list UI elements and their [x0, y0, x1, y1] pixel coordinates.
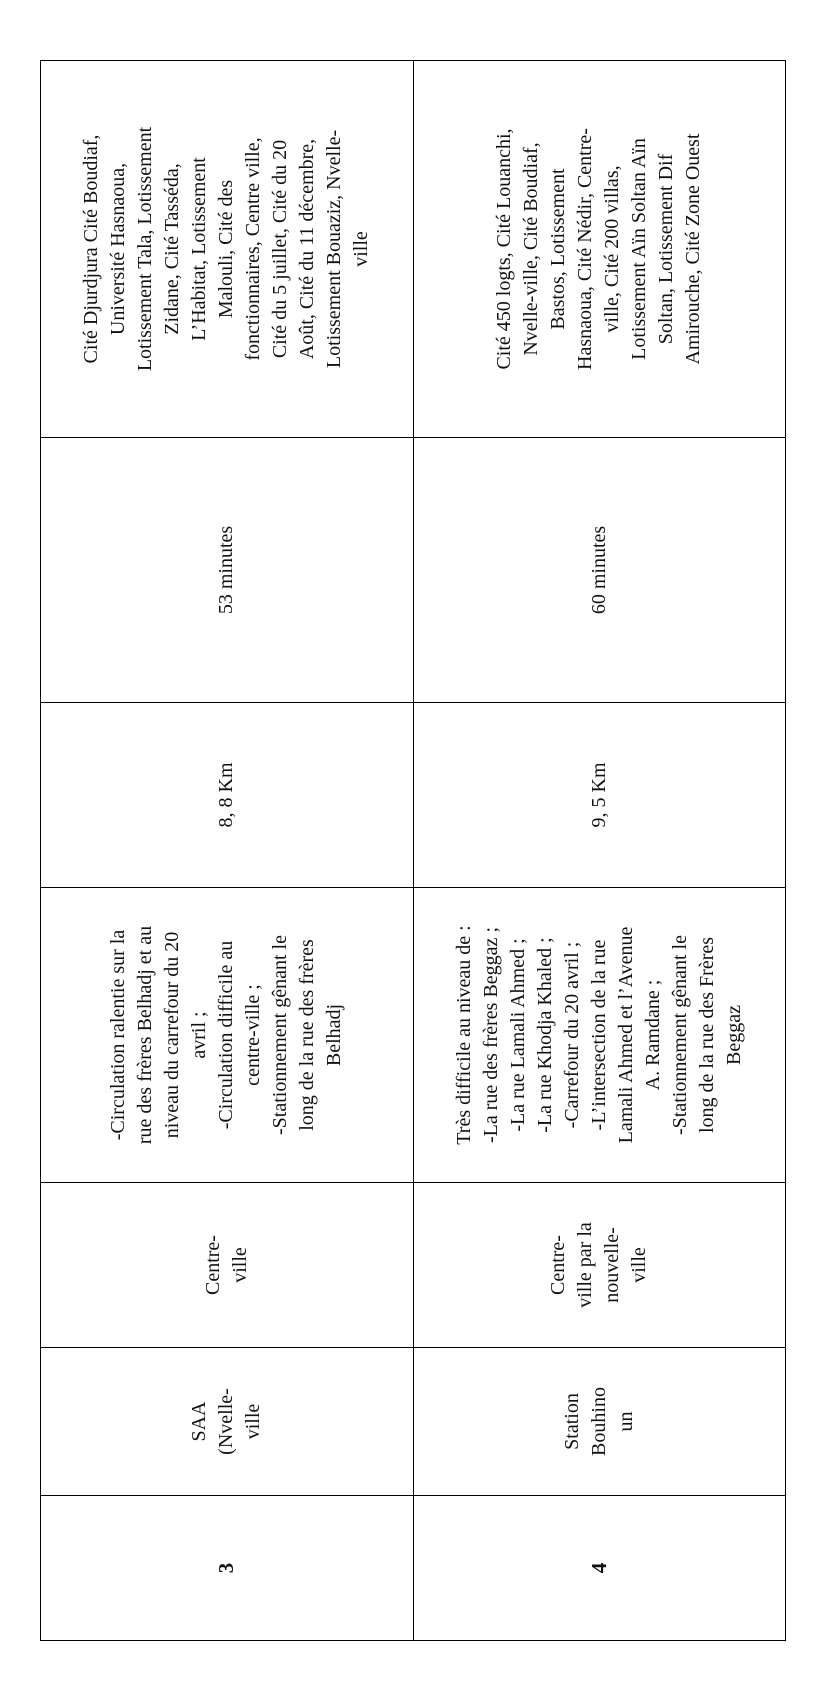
distance-cell: 8, 8 Km — [41, 703, 414, 888]
table-row — [41, 61, 414, 1641]
difficulties-cell: -Circulation ralentie sur la rue des frères Belhadj et au niveau du carrefour du 20 avril ; -Circulation difficile au centre-ville ; -Stationnement gênant le long de la rue des frères Belhadj — [41, 888, 414, 1183]
destination-cell: Centre- ville par la nouvelle- ville — [413, 1183, 786, 1348]
rotated-table-wrapper — [40, 61, 786, 1641]
neighborhoods-cell: Cité Djurdjura Cité Boudiaf, Université Hasnaoua, Lotissement Tala, Lotissement Zidane, Cité Tasséda, L’Habitat, Lotissement Malouli, Cité des fonctionnaires, Centre ville, Cité du 5 juillet, Cité du 20 Août, Cité du 11 décembre, Lotissement Bouaziz, Nvelle- ville — [41, 61, 414, 438]
row-number: 3 — [41, 1496, 414, 1641]
table-row — [413, 61, 786, 1641]
neighborhoods-cell: Cité 450 logts, Cité Louanchi, Nvelle-ville, Cité Boudiaf, Bastos, Lotissement Hasnaoua, Cité Nédir, Centre- ville, Cité 200 villas, Lotissement Aïn Soltan Aïn Soltan, Lotissement Dif Amirouche, Cité Zone Ouest — [413, 61, 786, 438]
distance-cell: 9, 5 Km — [413, 703, 786, 888]
duration-cell: 60 minutes — [413, 438, 786, 703]
difficulties-cell: Très difficile au niveau de : -La rue des frères Beggaz ; -La rue Lamali Ahmed ; -La rue Khodja Khaled ; -Carrefour du 20 avril ; -L’intersection de la rue Lamali Ahmed et l’Avenue A. Ramdane ; -Stationnement gênant le long de la rue des Frères Beggaz — [413, 888, 786, 1183]
destination-cell: Centre- ville — [41, 1183, 414, 1348]
row-number: 4 — [413, 1496, 786, 1641]
duration-cell: 53 minutes — [41, 438, 414, 703]
station-cell: SAA (Nvelle- ville — [41, 1348, 414, 1496]
station-cell: Station Bouhino un — [413, 1348, 786, 1496]
itinerary-table — [40, 60, 786, 1641]
